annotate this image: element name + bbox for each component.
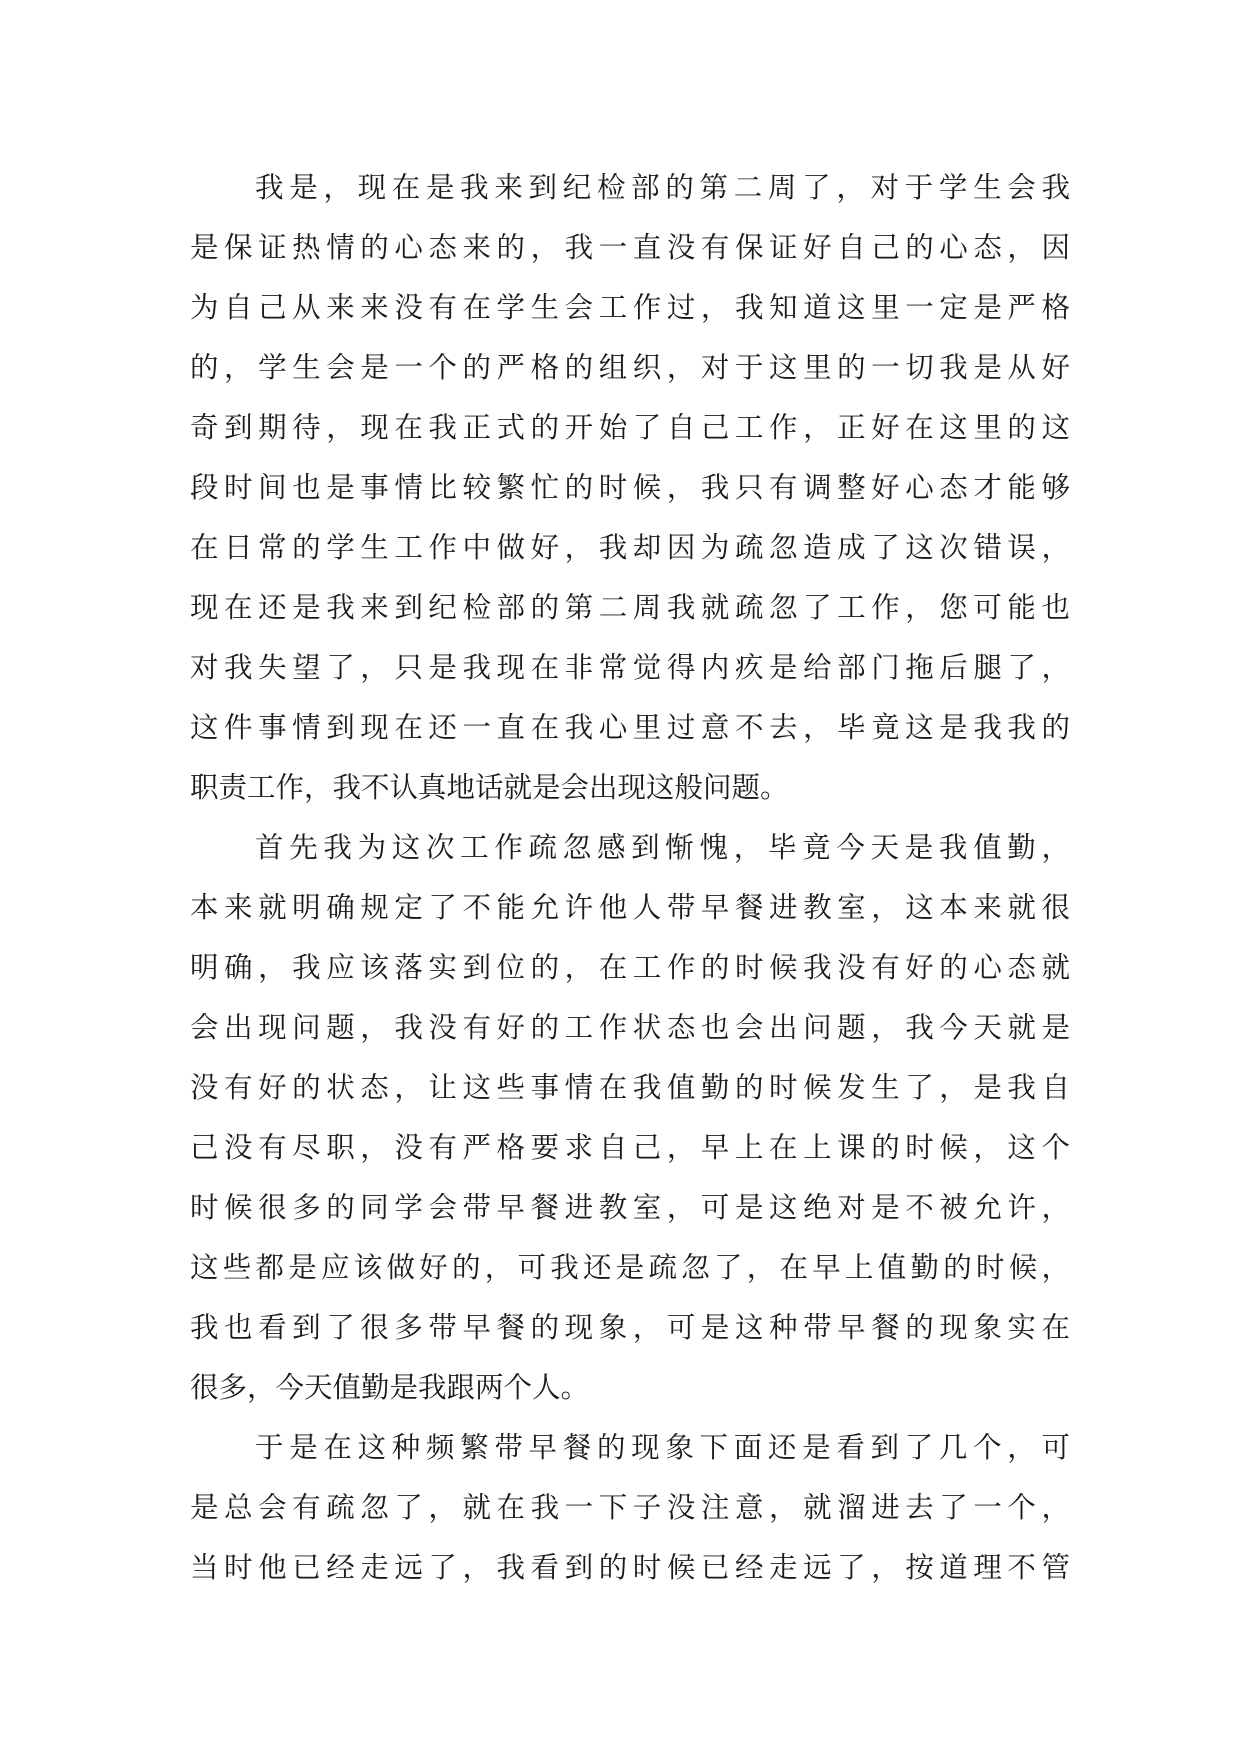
text-line: 明确，我应该落实到位的，在工作的时候我没有好的心态就 [190, 951, 1070, 984]
text-line: 的，学生会是一个的严格的组织，对于这里的一切我是从好 [190, 351, 1070, 384]
paragraph-3 [190, 1418, 1070, 1598]
text-line: 对我失望了，只是我现在非常觉得内疚是给部门拖后腿了， [190, 651, 1070, 684]
text-line: 己没有尽职，没有严格要求自己，早上在上课的时候，这个 [190, 1131, 1070, 1164]
text-line: 这些都是应该做好的，可我还是疏忽了，在早上值勤的时候， [190, 1251, 1070, 1284]
text-line: 我是，现在是我来到纪检部的第二周了，对于学生会我 [255, 171, 1070, 204]
text-line: 没有好的状态，让这些事情在我值勤的时候发生了，是我自 [190, 1071, 1070, 1104]
document-body [190, 158, 1070, 1598]
text-line: 职责工作，我不认真地话就是会出现这般问题。 [190, 771, 789, 804]
paragraph-1 [190, 158, 1070, 818]
text-line: 奇到期待，现在我正式的开始了自己工作，正好在这里的这 [190, 411, 1070, 444]
text-line: 是总会有疏忽了，就在我一下子没注意，就溜进去了一个， [190, 1491, 1070, 1524]
text-line: 在日常的学生工作中做好，我却因为疏忽造成了这次错误， [190, 531, 1070, 564]
text-line: 当时他已经走远了，我看到的时候已经走远了，按道理不管 [190, 1551, 1070, 1584]
text-line: 我也看到了很多带早餐的现象，可是这种带早餐的现象实在 [190, 1311, 1070, 1344]
text-line: 会出现问题，我没有好的工作状态也会出问题，我今天就是 [190, 1011, 1070, 1044]
text-line: 为自己从来来没有在学生会工作过，我知道这里一定是严格 [190, 291, 1070, 324]
paragraph-2 [190, 818, 1070, 1418]
text-line: 是保证热情的心态来的，我一直没有保证好自己的心态，因 [190, 231, 1070, 264]
text-line: 段时间也是事情比较繁忙的时候，我只有调整好心态才能够 [190, 471, 1070, 504]
text-line: 本来就明确规定了不能允许他人带早餐进教室，这本来就很 [190, 891, 1070, 924]
text-line: 现在还是我来到纪检部的第二周我就疏忽了工作，您可能也 [190, 591, 1070, 624]
text-line: 首先我为这次工作疏忽感到惭愧，毕竟今天是我值勤， [255, 831, 1070, 864]
text-line: 很多，今天值勤是我跟两个人。 [190, 1371, 590, 1404]
text-line: 于是在这种频繁带早餐的现象下面还是看到了几个，可 [255, 1431, 1070, 1464]
text-line: 这件事情到现在还一直在我心里过意不去，毕竟这是我我的 [190, 711, 1070, 744]
text-line: 时候很多的同学会带早餐进教室，可是这绝对是不被允许， [190, 1191, 1070, 1224]
